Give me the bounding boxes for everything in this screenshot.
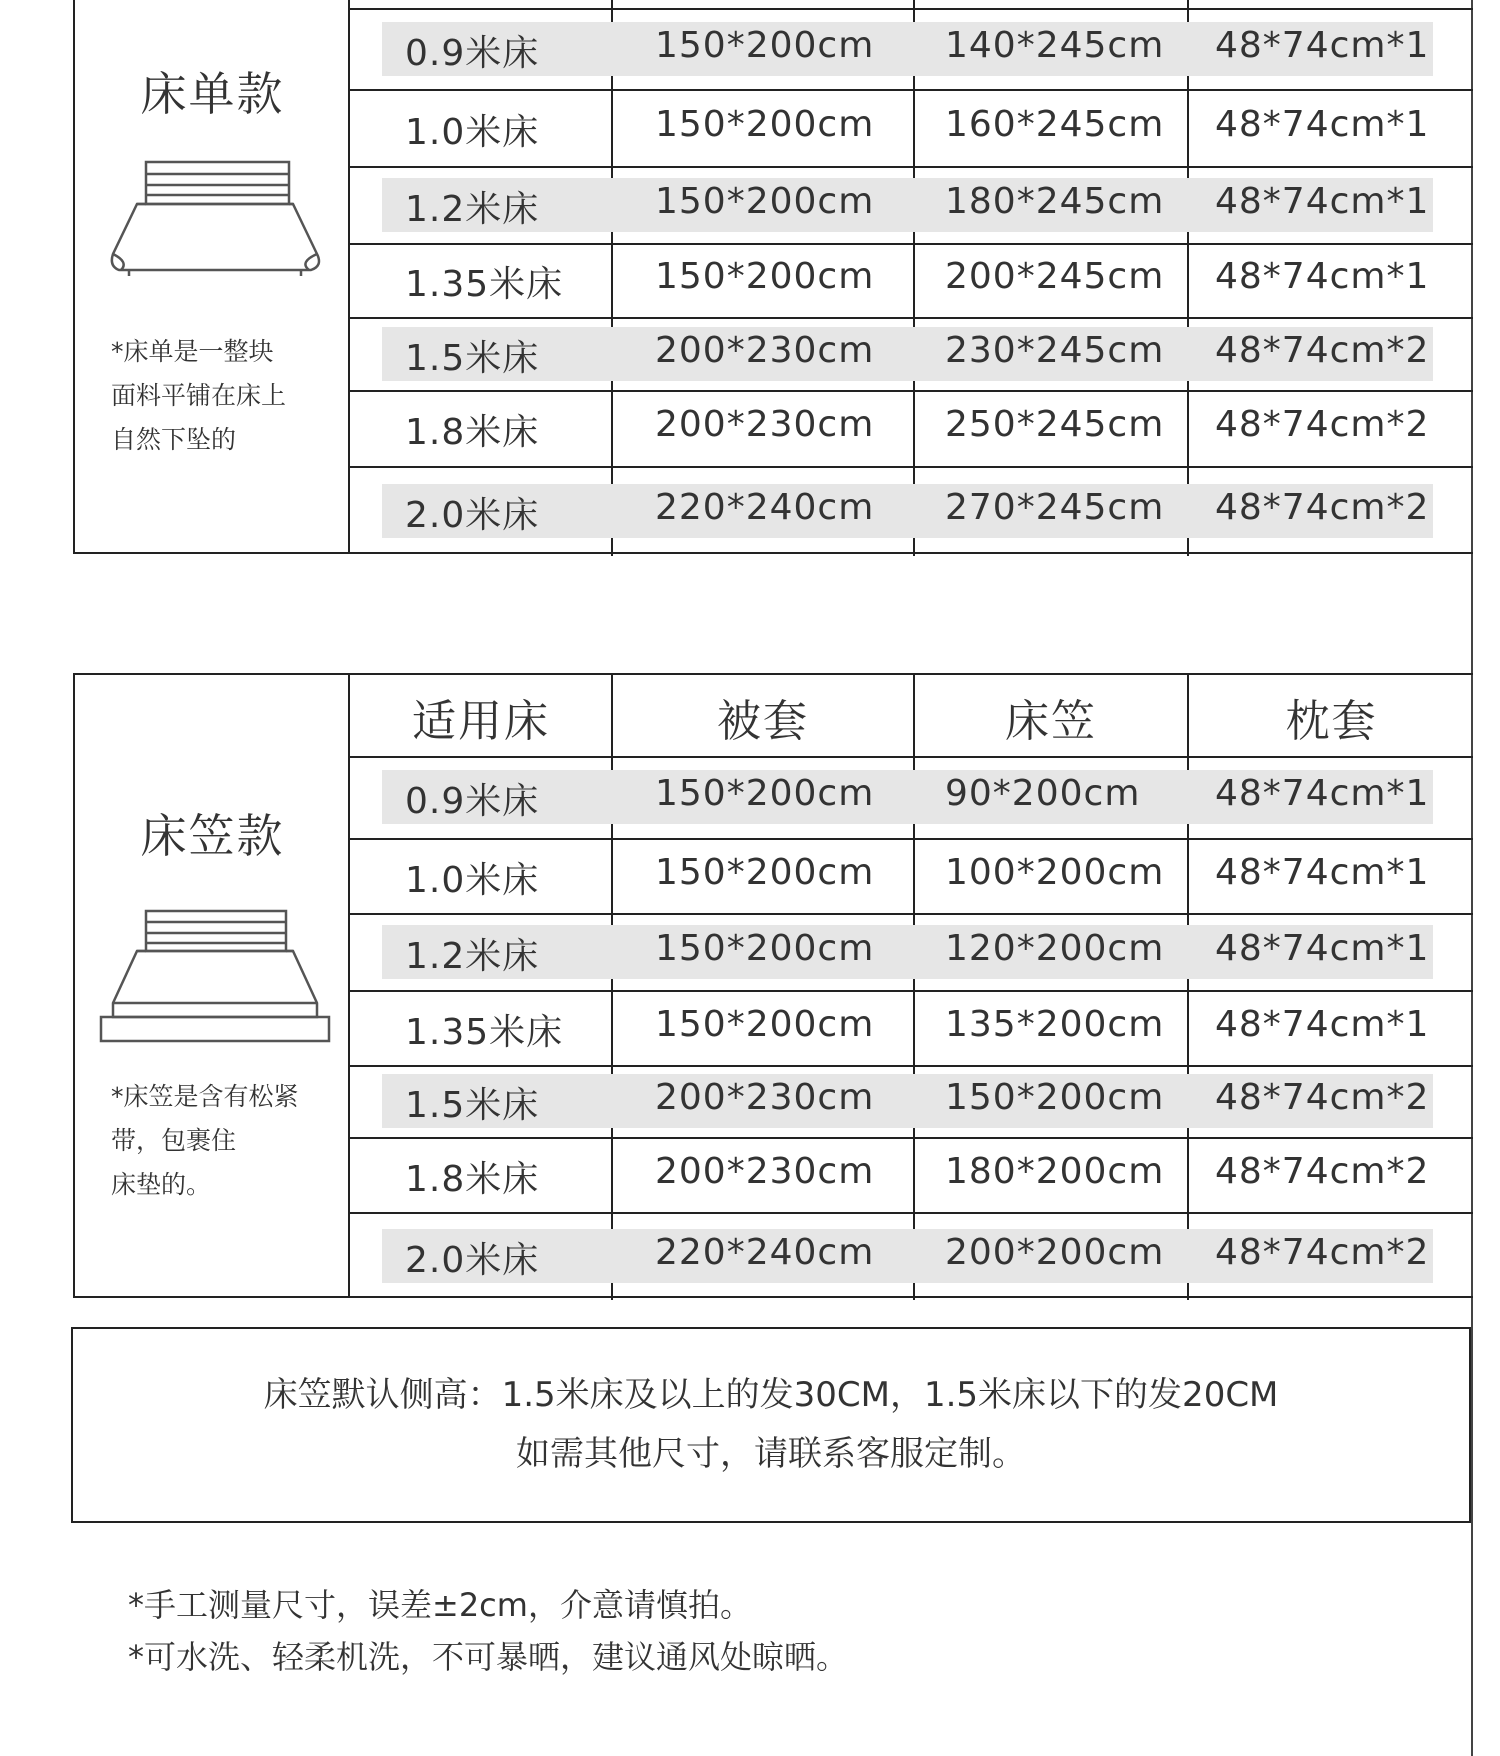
table-cell: 48*74cm*1 (1215, 256, 1430, 297)
table-cell: 220*240cm (655, 1232, 875, 1273)
fitted-sheet-bed-icon (99, 907, 331, 1043)
table-cell: 48*74cm*2 (1215, 404, 1430, 445)
table-cell: 160*245cm (945, 103, 1165, 145)
table-cell: 1.8米床 (405, 412, 540, 453)
table-column-divider (1187, 0, 1189, 556)
table-cell: 200*230cm (655, 1077, 875, 1118)
table-cell: 48*74cm*1 (1215, 180, 1430, 222)
table-cell: 1.5米床 (405, 337, 540, 379)
flat-sheet-size-table (73, 0, 1473, 554)
table-cell: 1.8米床 (405, 1158, 540, 1200)
table-cell: 200*245cm (945, 256, 1165, 297)
table-row-divider (350, 838, 1473, 840)
table-cell: 1.2米床 (405, 935, 540, 977)
fitted-sheet-title: 床笠款 (140, 809, 285, 863)
table-cell: 150*200cm (655, 24, 875, 66)
flat-sheet-bed-icon (99, 158, 331, 278)
table-header-cell: 枕套 (1285, 696, 1378, 747)
table-cell: 200*230cm (655, 1150, 875, 1192)
table-row-divider (350, 990, 1473, 992)
table-cell: 150*200cm (655, 180, 875, 222)
table-row-divider (350, 166, 1473, 168)
table-cell: 48*74cm*1 (1215, 103, 1430, 145)
table-cell: 1.35米床 (405, 1011, 564, 1053)
table-cell: 1.2米床 (405, 188, 540, 230)
table-cell: 230*245cm (945, 329, 1165, 371)
notice-line-2: 如需其他尺寸，请联系客服定制。 (516, 1434, 1026, 1474)
table-cell: 150*200cm (655, 927, 875, 969)
fitted-sheet-size-table (73, 673, 1473, 1298)
table-row-divider (350, 8, 1473, 10)
table-cell: 48*74cm*2 (1215, 487, 1430, 528)
table-cell: 150*200cm (655, 773, 875, 814)
table-row-divider (350, 1065, 1473, 1067)
table-cell: 220*240cm (655, 487, 875, 528)
table-header-cell: 床笠 (1005, 696, 1097, 747)
table-column-divider (913, 675, 915, 1300)
notice-line-1: 床笠默认侧高：1.5米床及以上的发30CM，1.5米床以下的发20CM (263, 1375, 1279, 1415)
table-row-divider (350, 1137, 1473, 1139)
note-line: 带，包裹住 (111, 1126, 237, 1155)
table-row-divider (350, 913, 1473, 915)
table-cell: 1.0米床 (405, 859, 540, 901)
table-cell: 270*245cm (945, 487, 1165, 528)
table-cell: 180*200cm (945, 1150, 1165, 1192)
table-header-cell: 适用床 (412, 696, 550, 747)
notice-box (71, 1327, 1471, 1523)
table-column-divider (913, 0, 915, 556)
table-row-divider (350, 390, 1473, 392)
footnote-washing: *可水洗、轻柔机洗，不可暴晒，建议通风处晾晒。 (128, 1638, 849, 1676)
table-cell: 48*74cm*1 (1215, 24, 1430, 66)
table-cell: 135*200cm (945, 1003, 1165, 1045)
table-cell: 48*74cm*1 (1215, 851, 1430, 893)
table-row-divider (350, 756, 1473, 758)
table-cell: 2.0米床 (405, 495, 540, 536)
table-cell: 2.0米床 (405, 1240, 540, 1281)
note-line: 自然下坠的 (111, 425, 237, 454)
table-cell: 48*74cm*1 (1215, 927, 1430, 969)
flat-sheet-info-column (75, 0, 350, 552)
table-cell: 1.0米床 (405, 111, 540, 153)
table-cell: 150*200cm (945, 1077, 1165, 1118)
note-line: 面料平铺在床上 (111, 381, 287, 410)
table-row-divider (350, 1212, 1473, 1214)
table-cell: 1.5米床 (405, 1085, 540, 1126)
table-cell: 0.9米床 (405, 781, 540, 822)
table-cell: 200*230cm (655, 329, 875, 371)
table-cell: 48*74cm*1 (1215, 1003, 1430, 1045)
table-cell: 90*200cm (945, 773, 1141, 814)
table-cell: 48*74cm*1 (1215, 773, 1430, 814)
table-cell: 48*74cm*2 (1215, 1150, 1430, 1192)
table-cell: 48*74cm*2 (1215, 1232, 1430, 1273)
table-header-cell: 被套 (717, 696, 809, 747)
table-cell: 48*74cm*2 (1215, 1077, 1430, 1118)
table-cell: 200*230cm (655, 404, 875, 445)
note-line: *床单是一整块 (111, 337, 274, 366)
table-column-divider (611, 0, 613, 556)
note-line: *床笠是含有松紧 (111, 1082, 299, 1111)
flat-sheet-note (111, 330, 347, 462)
table-row-divider (350, 466, 1473, 468)
table-cell: 0.9米床 (405, 32, 540, 74)
table-cell: 1.35米床 (405, 264, 564, 305)
note-line: 床垫的。 (111, 1170, 212, 1199)
table-row-divider (350, 243, 1473, 245)
table-column-divider (1187, 675, 1189, 1300)
fitted-sheet-info-column (75, 675, 350, 1296)
table-row-divider (350, 317, 1473, 319)
table-cell: 120*200cm (945, 927, 1165, 969)
table-column-divider (611, 675, 613, 1300)
table-cell: 48*74cm*2 (1215, 329, 1430, 371)
table-cell: 150*200cm (655, 851, 875, 893)
table-cell: 150*200cm (655, 1003, 875, 1045)
table-cell: 140*245cm (945, 24, 1165, 66)
flat-sheet-title: 床单款 (140, 67, 285, 121)
table-row-divider (350, 89, 1473, 91)
footnote-measurement: *手工测量尺寸，误差±2cm，介意请慎拍。 (128, 1586, 752, 1624)
table-cell: 150*200cm (655, 256, 875, 297)
table-cell: 200*200cm (945, 1232, 1165, 1273)
table-cell: 250*245cm (945, 404, 1165, 445)
table-cell: 150*200cm (655, 103, 875, 145)
table-cell: 180*245cm (945, 180, 1165, 222)
fitted-sheet-note (111, 1075, 347, 1207)
table-cell: 100*200cm (945, 851, 1165, 893)
